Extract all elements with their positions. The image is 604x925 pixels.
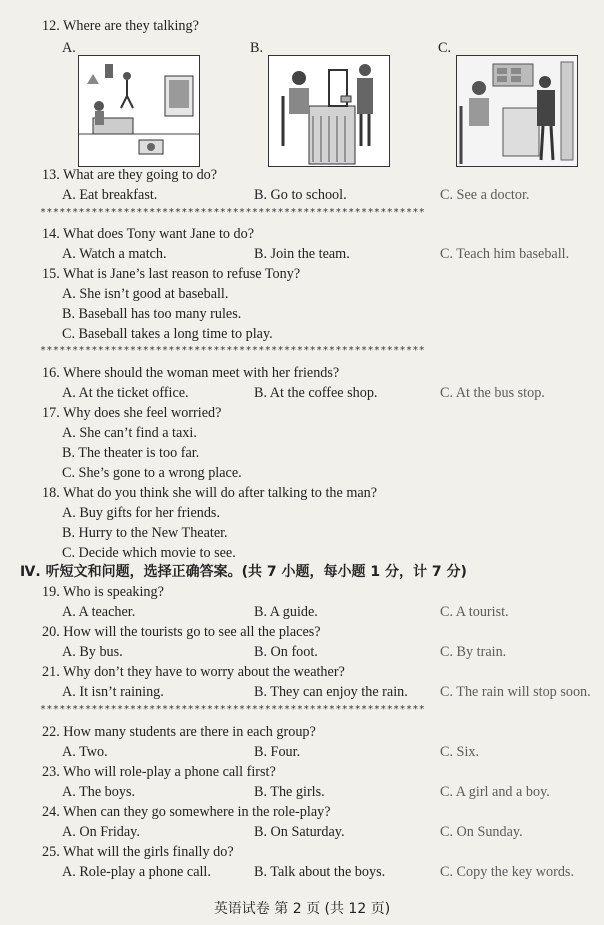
option-b: B. A guide. <box>254 604 318 620</box>
question-text: 25. What will the girls finally do? <box>42 844 234 860</box>
option-c: C. She’s gone to a wrong place. <box>62 465 242 481</box>
question-text: 24. When can they go somewhere in the role-play? <box>42 804 331 820</box>
option-a: A. Two. <box>62 744 108 760</box>
option-a: A. Watch a match. <box>62 246 167 262</box>
separator-line: ************************************************************ <box>40 704 426 715</box>
option-b: B. Join the team. <box>254 246 350 262</box>
page-footer: 英语试卷 第 2 页 (共 12 页) <box>213 901 391 917</box>
option-b: B. At the coffee shop. <box>254 385 378 401</box>
question-19 <box>0 582 604 602</box>
option-b: B. On Saturday. <box>254 824 345 840</box>
option-c: C. At the bus stop. <box>440 385 545 401</box>
options-25 <box>0 862 604 882</box>
option-a: A. On Friday. <box>62 824 140 840</box>
option-17-a <box>0 423 604 443</box>
question-22 <box>0 722 604 742</box>
option-label-a: A. <box>62 40 76 56</box>
option-label-b: B. <box>250 40 264 56</box>
option-b: B. Baseball has too many rules. <box>62 306 242 322</box>
option-a: A. The boys. <box>62 784 136 800</box>
options-21 <box>0 682 604 702</box>
option-15-b <box>0 304 604 324</box>
option-17-c <box>0 463 604 483</box>
options-14 <box>0 244 604 264</box>
option-18-a <box>0 503 604 523</box>
picture-doctor-office <box>456 55 578 167</box>
question-text: 17. Why does she feel worried? <box>42 405 222 421</box>
question-20 <box>0 622 604 642</box>
question-text: 23. Who will role-play a phone call first? <box>42 764 276 780</box>
options-19 <box>0 602 604 622</box>
option-c: C. Baseball takes a long time to play. <box>62 326 273 342</box>
separator-line: ************************************************************ <box>40 345 426 356</box>
option-b: B. The girls. <box>254 784 325 800</box>
question-text: 12. Where are they talking? <box>42 18 199 34</box>
options-23 <box>0 782 604 802</box>
option-a: A. Role-play a phone call. <box>62 864 211 880</box>
option-a: A. She can’t find a taxi. <box>62 425 197 441</box>
option-15-c <box>0 324 604 344</box>
question-24 <box>0 802 604 822</box>
option-a: A. At the ticket office. <box>62 385 189 401</box>
option-c: C. A tourist. <box>440 604 509 620</box>
option-15-a <box>0 284 604 304</box>
question-15 <box>0 264 604 284</box>
option-c: C. See a doctor. <box>440 187 530 203</box>
question-text: 14. What does Tony want Jane to do? <box>42 226 255 242</box>
question-13 <box>0 165 604 185</box>
option-b: B. Talk about the boys. <box>254 864 386 880</box>
option-18-c <box>0 543 604 563</box>
option-17-b <box>0 443 604 463</box>
option-c: C. A girl and a boy. <box>440 784 550 800</box>
section-title: Ⅳ. 听短文和问题，选择正确答案。(共 7 小题，每小题 1 分，计 7 分) <box>20 564 467 580</box>
option-c: C. Decide which movie to see. <box>62 545 236 561</box>
question-16 <box>0 363 604 383</box>
question-14 <box>0 224 604 244</box>
option-b: B. They can enjoy the rain. <box>254 684 408 700</box>
question-18 <box>0 483 604 503</box>
options-24 <box>0 822 604 842</box>
question-text: 18. What do you think she will do after talking to the man? <box>42 485 378 501</box>
option-b: B. On foot. <box>254 644 318 660</box>
option-a: A. She isn’t good at baseball. <box>62 286 229 302</box>
option-c: C. The rain will stop soon. <box>440 684 591 700</box>
question-12 <box>0 16 604 36</box>
option-b: B. The theater is too far. <box>62 445 200 461</box>
option-a: A. Eat breakfast. <box>62 187 158 203</box>
section-4-heading <box>0 562 604 582</box>
question-17 <box>0 403 604 423</box>
question-23 <box>0 762 604 782</box>
question-text: 16. Where should the woman meet with her friends? <box>42 365 340 381</box>
options-13 <box>0 185 604 205</box>
picture-restaurant-table <box>268 55 390 167</box>
separator-line: ************************************************************ <box>40 207 426 218</box>
option-c: C. On Sunday. <box>440 824 523 840</box>
question-21 <box>0 662 604 682</box>
question-text: 22. How many students are there in each group? <box>42 724 316 740</box>
option-a: A. It isn’t raining. <box>62 684 164 700</box>
option-c: C. By train. <box>440 644 507 660</box>
option-c: C. Teach him baseball. <box>440 246 570 262</box>
option-b: B. Hurry to the New Theater. <box>62 525 228 541</box>
option-c: C. Copy the key words. <box>440 864 574 880</box>
options-16 <box>0 383 604 403</box>
question-25 <box>0 842 604 862</box>
option-label-c: C. <box>438 40 452 56</box>
question-text: 15. What is Jane’s last reason to refuse Tony? <box>42 266 301 282</box>
option-a: A. Buy gifts for her friends. <box>62 505 221 521</box>
options-22 <box>0 742 604 762</box>
question-text: 19. Who is speaking? <box>42 584 164 600</box>
picture-living-room <box>78 55 200 167</box>
options-20 <box>0 642 604 662</box>
question-text: 21. Why don’t they have to worry about the weather? <box>42 664 345 680</box>
question-text: 20. How will the tourists go to see all the places? <box>42 624 321 640</box>
question-text: 13. What are they going to do? <box>42 167 218 183</box>
option-b: B. Go to school. <box>254 187 347 203</box>
option-a: A. A teacher. <box>62 604 136 620</box>
option-a: A. By bus. <box>62 644 123 660</box>
option-18-b <box>0 523 604 543</box>
option-c: C. Six. <box>440 744 480 760</box>
option-b: B. Four. <box>254 744 301 760</box>
